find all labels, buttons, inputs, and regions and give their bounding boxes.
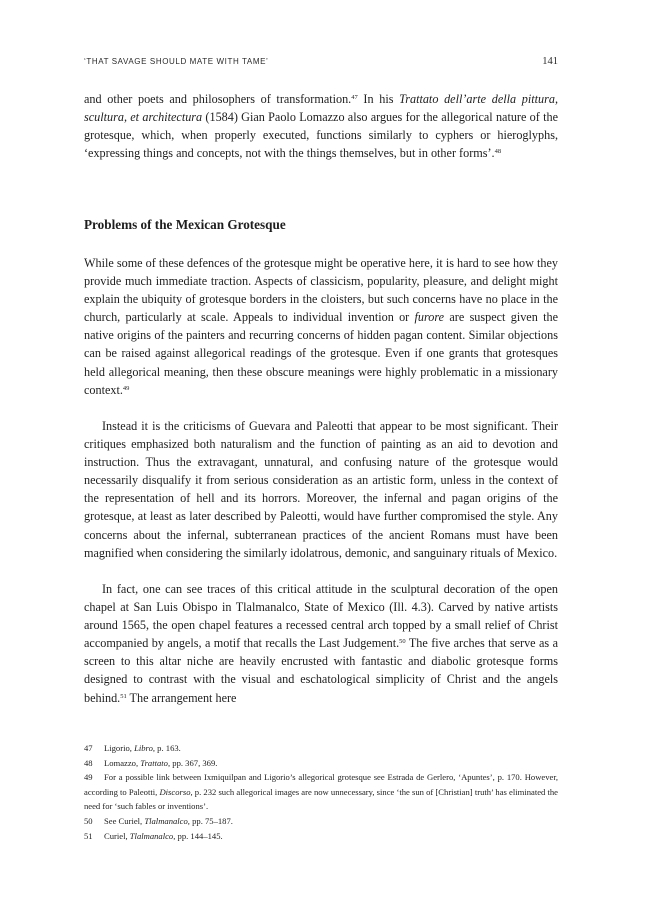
footnote-ref-47[interactable]: 47 xyxy=(351,94,358,101)
footnote: 50 See Curiel, Tlalmanalco, pp. 75–187. xyxy=(84,814,558,829)
footnote-number: 50 xyxy=(84,815,93,826)
footnotes xyxy=(84,741,558,843)
footnote-ref-50[interactable]: 50 xyxy=(399,638,406,646)
paragraph-4: In fact, one can see traces of this critical attitude in the sculptural decoration of the open chapel at San Luis Obispo in Tlalmanalco, State of Mexico (Ill. 4.3). Carved by native artists around 1565, the open chapel features a recessed central arch topped by a small relief of Christ accompanied by angels, a motif that recalls the Last Judgement.$^{50}$ The five arches that serve as a screen to this altar niche are heavily encrusted with fantastic and diabolic grotesque forms designed to contrast with the visual and eschatological simplicity of Christ and the angels behind.$^{51}$ The arrangement here xyxy=(84,582,558,705)
footnote: 48 Lomazzo, Trattato, pp. 367, 369. xyxy=(84,756,558,771)
footnote-number: 48 xyxy=(84,757,93,768)
running-title: ‘THAT SAVAGE SHOULD MATE WITH TAME’ xyxy=(84,57,269,66)
paragraph-3: Instead it is the criticisms of Guevara and Paleotti that appear to be most significant. Their critiques emphasized both naturalism and the function of painting as an aid to devotion and instruction. Thus the extravagant, unnatural, and confusing nature of the grotesque would necessarily disqualify it from serious consideration as an artistic form, unless in the context of the representation of hell and its horrors. Moreover, the infernal and pagan origins of the grotesque, at least as later described by Paleotti, would have further compromised the style. Any concerns about the infernal, subterranean practices of the ancient Romans must have been magnified when considering the similarly idolatrous, demonic, and sanguinary rituals of Mexico. xyxy=(84,419,558,560)
footnote-number: 49 xyxy=(84,772,93,783)
running-header xyxy=(84,57,558,71)
footnote-ref-49[interactable]: 49 xyxy=(122,384,130,392)
section-heading: Problems of the Mexican Grotesque xyxy=(84,217,286,232)
page-number: 141 xyxy=(542,56,558,67)
paragraph-1: and other poets and philosophers of transformation.$^{47}$ In his Trattato dell’arte della pittura, scultura, et architectura (1584) Gian Paolo Lomazzo also argues for the allegorical nature of the grotesque, which, when properly executed, functions similarly to cyphers or hieroglyphs, ‘expressing things and concepts, not with the things themselves, but in other forms’.$^{48}$ xyxy=(84,92,558,161)
footnote-number: 51 xyxy=(84,830,93,841)
footnote: 51 Curiel, Tlalmanalco, pp. 144–145. xyxy=(84,829,558,844)
footnote-ref-51[interactable]: 51 xyxy=(120,692,127,700)
footnote: 49 For a possible link between Ixmiquilpan and Ligorio’s allegorical grotesque see Estrada de Gerlero, ‘Apuntes’, p. 170. However, according to Paleotti, Discorso, p. 232 such allegorical images are now unnecessary, since ‘the sun of [Christian] truth’ has eliminated the need for ‘such fables or inventions’. xyxy=(84,772,558,812)
footnote: 47 Ligorio, Libro, p. 163. xyxy=(84,741,558,756)
footnote-ref-48[interactable]: 48 xyxy=(494,148,502,156)
footnote-number: 47 xyxy=(84,743,93,753)
paragraph-2: While some of these defences of the grotesque might be operative here, it is hard to see how they provide much immediate traction. Aspects of classicism, popularity, pleasure, and delight might explain the ubiquity of grotesque borders in the cloisters, but such concerns have no place in the church, particularly at scale. Appeals to individual invention or furore are suspect given the native origins of the painters and recurring concerns of hidden pagan content. Similar objections can be raised against allegorical readings of the grotesque. Even if one grants that grotesques held allegorical meaning, then these obscure meanings were highly problematic in a missionary context.$^{49}$ xyxy=(84,256,558,397)
